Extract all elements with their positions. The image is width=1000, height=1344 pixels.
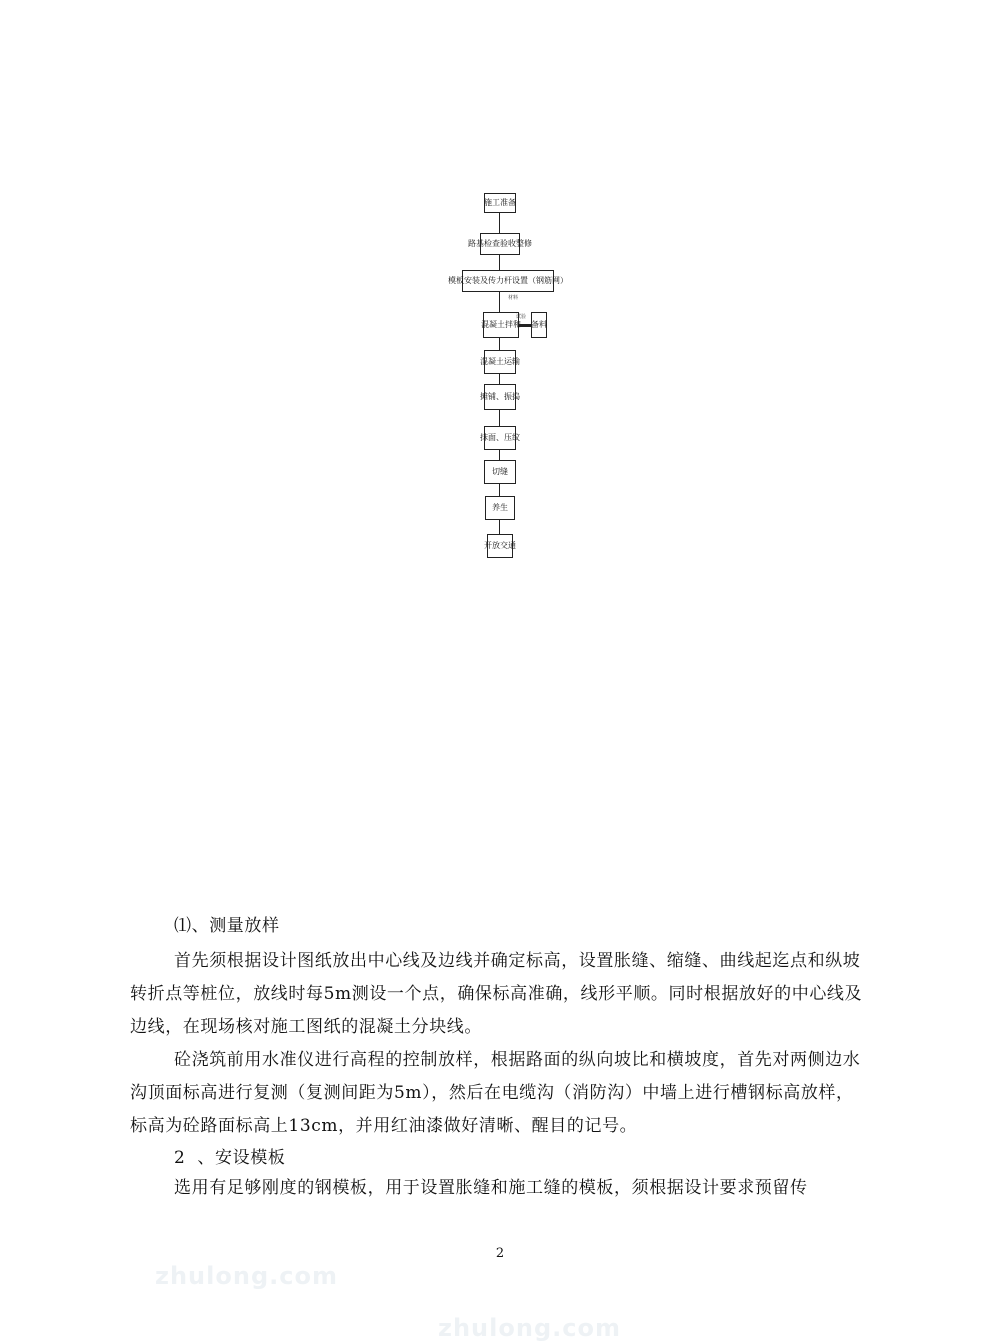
flow-step-9: 养生 (485, 496, 515, 520)
flow-connector (499, 255, 500, 270)
flow-step-3: 模板安装及传力杆设置（钢筋网） (462, 270, 554, 292)
watermark-logo: zhulong.com (155, 1262, 338, 1290)
flow-side-box: 备料 (531, 312, 547, 338)
paragraph: 砼浇筑前用水准仪进行高程的控制放样，根据路面的纵向坡比和横坡度，首先对两侧边水沟顶面标高进行复测（复测间距为5m），然后在电缆沟（消防沟）中墙上进行槽钢标高放样，标高为砼路面标高上13cm，并用红油漆做好清晰、醒目的记号。 (130, 1050, 861, 1136)
document-body (130, 910, 868, 1203)
section-heading: 2 、安设模板 (174, 1148, 286, 1168)
flow-side-connector (519, 324, 531, 327)
flow-step-4: 混凝土拌和 (483, 312, 519, 338)
flow-step-5: 混凝土运输 (484, 350, 516, 374)
flow-step-10: 开放交通 (487, 534, 513, 558)
flow-connector (499, 374, 500, 384)
flow-step-1: 施工准备 (484, 193, 516, 213)
flow-connector (499, 213, 500, 233)
flow-step-8: 切缝 (484, 460, 516, 484)
flow-connector (499, 292, 500, 312)
flow-connector (499, 520, 500, 534)
flow-label-test: 试验 (516, 314, 527, 320)
flow-step-7: 抹面、压纹 (484, 426, 516, 450)
section-heading: ⑴、测量放样 (174, 916, 280, 936)
flow-connector (499, 338, 500, 350)
flow-connector (499, 450, 500, 460)
paragraph: 选用有足够刚度的钢模板，用于设置胀缝和施工缝的模板，须根据设计要求预留传 (174, 1178, 808, 1198)
flow-label-material: 材料 (508, 295, 519, 301)
flow-connector (499, 484, 500, 496)
page-number: 2 (495, 1246, 505, 1261)
flow-step-6: 摊铺、振捣 (484, 384, 516, 410)
flow-step-2: 路基检查验收整修 (480, 233, 520, 255)
paragraph: 首先须根据设计图纸放出中心线及边线并确定标高，设置胀缝、缩缝、曲线起迄点和纵坡转折点等桩位，放线时每5m测设一个点，确保标高准确，线形平顺。同时根据放好的中心线及边线，在现场核对施工图纸的混凝土分块线。 (130, 951, 863, 1037)
flow-connector (499, 410, 500, 426)
watermark-logo: zhulong.com (438, 1314, 621, 1342)
